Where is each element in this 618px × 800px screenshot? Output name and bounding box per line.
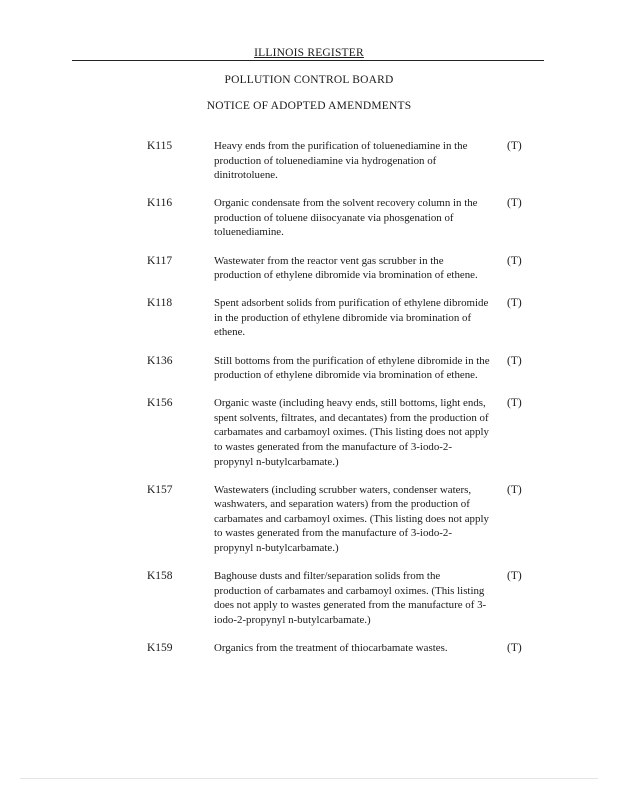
- waste-description: Spent adsorbent solids from purification of ethylene dibromide in the production of ethylene dibromide via bromination of ethene.: [214, 297, 489, 339]
- waste-code: K156: [147, 397, 173, 410]
- hazard-code: (T): [507, 483, 522, 496]
- waste-entry-k136: [0, 354, 618, 383]
- header-rule: [72, 60, 544, 61]
- footer-rule: [20, 778, 598, 779]
- waste-description: Heavy ends from the purification of toluenediamine in the production of toluenediamine via hydrogenation of dinitrotoluene.: [214, 140, 468, 182]
- waste-code: K116: [147, 197, 173, 210]
- waste-entry-k117: [0, 254, 618, 283]
- waste-description: Organic waste (including heavy ends, still bottoms, light ends, spent solvents, filtrates, and decantates) from the production of carbamates and carbamoyl oximes. (This listing does not apply to wastes generated from the manufacture of 3-iodo-2-propynyl n-butylcarbamate.): [214, 397, 489, 468]
- hazard-code: (T): [507, 397, 522, 410]
- hazard-code: (T): [507, 140, 522, 152]
- waste-description: Organics from the treatment of thiocarbamate wastes.: [214, 642, 448, 655]
- waste-code: K158: [147, 570, 173, 583]
- notice-title: NOTICE OF ADOPTED AMENDMENTS: [206, 100, 412, 112]
- waste-entry-k159: [0, 641, 618, 656]
- hazard-code: (T): [507, 354, 522, 367]
- hazard-code: (T): [507, 197, 522, 210]
- waste-description: Baghouse dusts and filter/separation solids from the production of carbamates and carbamoyl oximes. (This listing does not apply to wastes generated from the manufacture of 3-iodo-2-propynyl n-butylcarbamate.): [214, 570, 487, 626]
- waste-entry-k158: [0, 569, 618, 627]
- register-title: ILLINOIS REGISTER: [254, 47, 364, 59]
- board-title: POLLUTION CONTROL BOARD: [224, 74, 394, 86]
- hazard-code: (T): [507, 570, 522, 583]
- waste-entry-k157: [0, 483, 618, 556]
- hazard-code: (T): [507, 254, 522, 267]
- waste-code: K117: [147, 254, 173, 267]
- waste-code: K157: [147, 483, 173, 496]
- hazard-code: (T): [507, 642, 522, 655]
- waste-code: K118: [147, 297, 173, 310]
- waste-code: K115: [147, 140, 173, 152]
- waste-entry-k115: [0, 139, 618, 183]
- waste-code-list: [0, 139, 618, 669]
- waste-description: Organic condensate from the solvent recovery column in the production of toluene diisocyanate via phosgenation of toluenediamine.: [214, 197, 478, 239]
- waste-entry-k118: [0, 296, 618, 340]
- waste-entry-k116: [0, 196, 618, 240]
- waste-code: K136: [147, 354, 173, 367]
- hazard-code: (T): [507, 297, 522, 310]
- waste-code: K159: [147, 642, 173, 655]
- waste-entry-k156: [0, 396, 618, 469]
- waste-description: Wastewaters (including scrubber waters, condenser waters, washwaters, and separation waters) from the production of carbamates and carbamoyl oximes. (This listing does not apply to wastes generated from the manufacture of 3-iodo-2-propynyl n-butylcarbamate.): [214, 483, 489, 555]
- waste-description: Still bottoms from the purification of ethylene dibromide in the production of ethylene dibromide via bromination of ethene.: [214, 354, 490, 382]
- waste-description: Wastewater from the reactor vent gas scrubber in the production of ethylene dibromide via bromination of ethene.: [214, 254, 478, 282]
